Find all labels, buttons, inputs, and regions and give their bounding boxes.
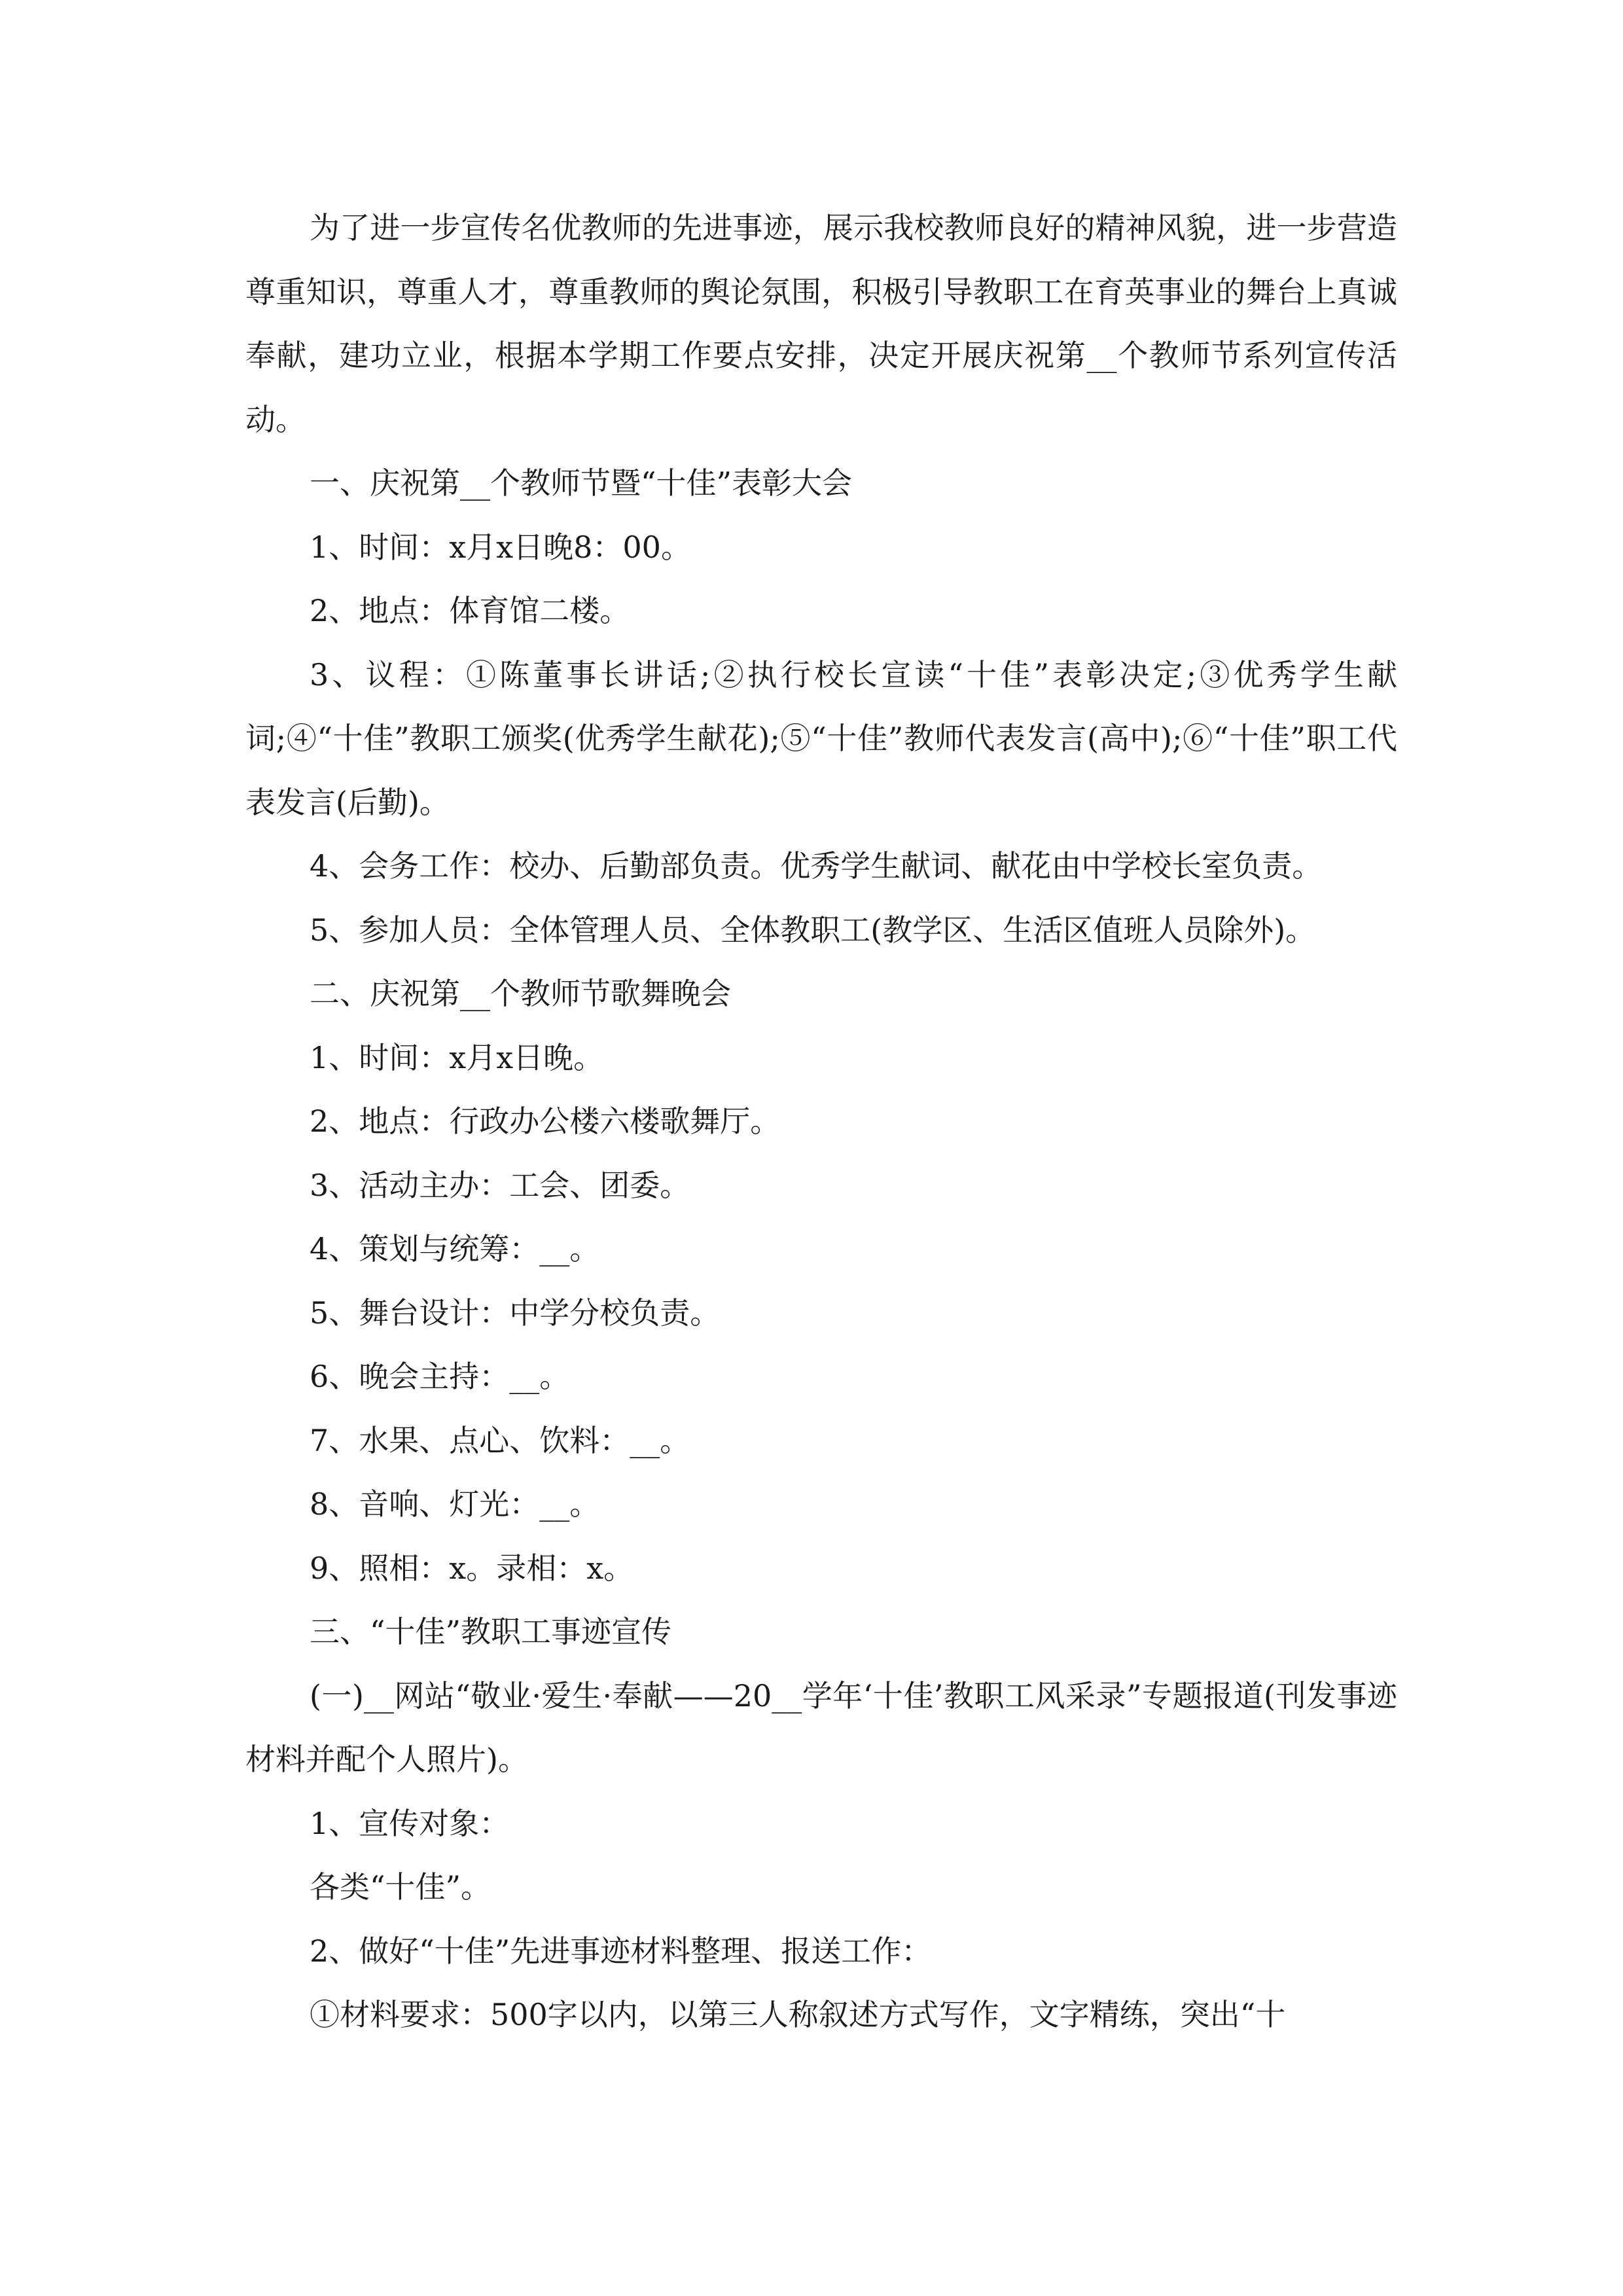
list-item: 7、水果、点心、饮料：__。 (310, 1422, 690, 1458)
document-body (245, 196, 1397, 2047)
list-item: 1、时间：x月x日晚8：00。 (310, 529, 691, 565)
list-item: 4、策划与统筹：__。 (310, 1231, 600, 1266)
list-item: 3、议程：①陈董事长讲话;②执行校长宣读“十佳”表彰决定;③优秀学生献词;④“十佳”教职工颁奖(优秀学生献花);⑤“十佳”教师代表发言(高中);⑥“十佳”职工代表发言(后勤)。 (245, 656, 1397, 820)
list-item: 5、舞台设计：中学分校负责。 (310, 1295, 721, 1331)
subsection-paragraph: (一)__网站“敬业·爱生·奉献——20__学年‘十佳’教职工风采录”专题报道(刊发事迹材料并配个人照片)。 (245, 1677, 1397, 1777)
list-item: 4、会务工作：校办、后勤部负责。优秀学生献词、献花由中学校长室负责。 (310, 848, 1323, 884)
list-item: 3、活动主办：工会、团委。 (310, 1167, 690, 1203)
list-item: ①材料要求：500字以内，以第三人称叙述方式写作，文字精练，突出“十 (310, 1997, 1286, 2032)
list-item: 2、地点：体育馆二楼。 (310, 593, 630, 628)
list-item: 2、地点：行政办公楼六楼歌舞厅。 (310, 1103, 781, 1139)
intro-paragraph: 为了进一步宣传名优教师的先进事迹，展示我校教师良好的精神风貌，进一步营造尊重知识，尊重人才，尊重教师的舆论氛围，积极引导教职工在育英事业的舞台上真诚奉献，建功立业，根据本学期工作要点安排，决定开展庆祝第__个教师节系列宣传活动。 (245, 210, 1397, 437)
list-item: 2、做好“十佳”先进事迹材料整理、报送工作： (310, 1933, 932, 1969)
section-heading-1: 一、庆祝第__个教师节暨“十佳”表彰大会 (310, 465, 853, 501)
list-item: 各类“十佳”。 (310, 1869, 491, 1905)
list-item: 1、宣传对象： (310, 1805, 510, 1841)
section-heading-2: 二、庆祝第__个教师节歌舞晚会 (310, 976, 731, 1011)
list-item: 5、参加人员：全体管理人员、全体教职工(教学区、生活区值班人员除外)。 (310, 912, 1316, 948)
list-item: 1、时间：x月x日晚。 (310, 1039, 604, 1075)
list-item: 9、照相：x。录相：x。 (310, 1550, 634, 1586)
section-heading-3: 三、“十佳”教职工事迹宣传 (310, 1614, 672, 1649)
list-item: 6、晚会主持：__。 (310, 1359, 570, 1394)
list-item: 8、音响、灯光：__。 (310, 1486, 600, 1522)
